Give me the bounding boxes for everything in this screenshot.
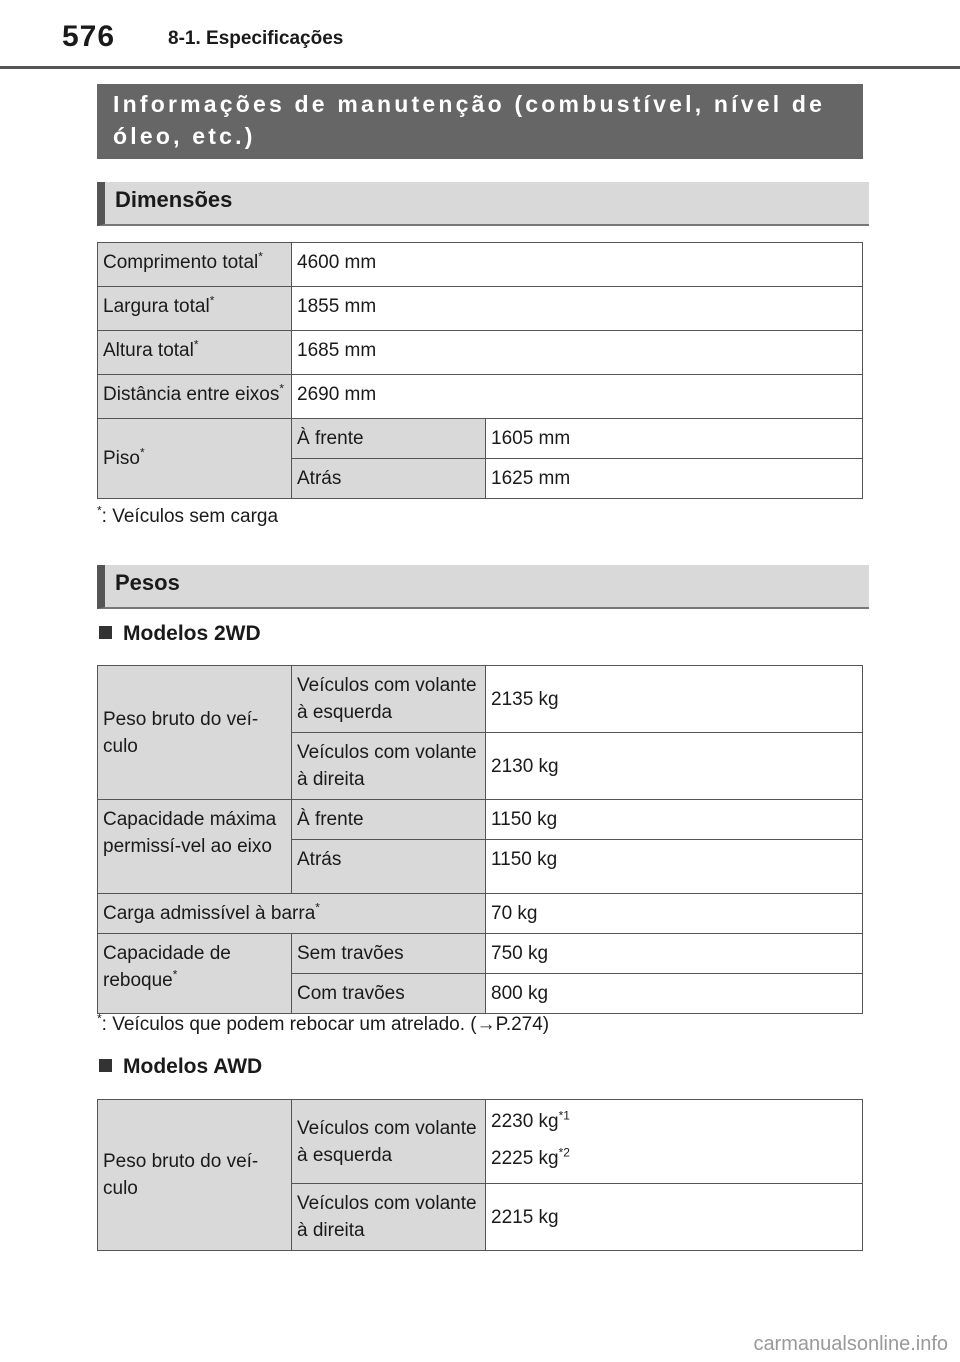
table-cell: 2215 kg bbox=[486, 1184, 863, 1251]
table-cell: 2230 $kg^{*1}$ 2225 $kg^{*2}$ bbox=[486, 1100, 863, 1184]
table-row bbox=[98, 331, 863, 375]
subheading-2wd: Modelos 2WD bbox=[99, 622, 261, 646]
table-row bbox=[98, 287, 863, 331]
table-cell: Largura total* bbox=[98, 287, 292, 331]
page-header bbox=[0, 0, 960, 69]
table-row bbox=[98, 375, 863, 419]
table-cell: 1150 kg bbox=[486, 800, 863, 840]
table-row bbox=[98, 1100, 863, 1184]
table-cell: Capacidade de reboque* bbox=[98, 934, 292, 1014]
table-cell: À frente bbox=[292, 800, 486, 840]
square-bullet-icon bbox=[99, 626, 112, 639]
table-row bbox=[98, 666, 863, 733]
table-cell: Comprimento total* bbox=[98, 243, 292, 287]
table-cell: 1605 mm bbox=[486, 419, 863, 459]
chapter-title: Informações de manutenção (combustível, nível de óleo, etc.) bbox=[97, 84, 863, 159]
watermark: carmanualsonline.info bbox=[753, 1333, 948, 1355]
table-cell: 2135 kg bbox=[486, 666, 863, 733]
table-cell: Veículos com volante à esquerda bbox=[292, 666, 486, 733]
table-cell: Distância entre eixos* bbox=[98, 375, 292, 419]
table-row bbox=[98, 934, 863, 974]
weights-awd-table bbox=[97, 1099, 863, 1251]
table-cell: Veículos com volante à direita bbox=[292, 1184, 486, 1251]
heading-dimensions: Dimensões bbox=[97, 182, 869, 226]
table-row bbox=[98, 243, 863, 287]
table-cell: Piso* bbox=[98, 419, 292, 499]
table-cell: Atrás bbox=[292, 840, 486, 894]
table-cell: 800 kg bbox=[486, 974, 863, 1014]
table-cell: 70 kg bbox=[486, 894, 863, 934]
subheading-awd: Modelos AWD bbox=[99, 1055, 262, 1079]
table-cell: Capacidade máxima permissí-vel ao eixo bbox=[98, 800, 292, 894]
table-cell: À frente bbox=[292, 419, 486, 459]
table-cell: 2690 mm bbox=[292, 375, 863, 419]
table-cell: Peso bruto do veí-culo bbox=[98, 1100, 292, 1251]
table-cell: Altura total* bbox=[98, 331, 292, 375]
table-cell: 1855 mm bbox=[292, 287, 863, 331]
table-cell: Peso bruto do veí-culo bbox=[98, 666, 292, 800]
table-cell: Veículos com volante à esquerda bbox=[292, 1100, 486, 1184]
table-cell: Com travões bbox=[292, 974, 486, 1014]
dimensions-table bbox=[97, 242, 863, 499]
table-cell: 750 kg bbox=[486, 934, 863, 974]
table-cell: 1625 mm bbox=[486, 459, 863, 499]
footnote-weights: *: Veículos que podem rebocar um atrelado. (→P.274) bbox=[97, 1011, 550, 1035]
table-row bbox=[98, 419, 863, 459]
table-row bbox=[98, 894, 863, 934]
table-row bbox=[98, 800, 863, 840]
table-cell: 4600 mm bbox=[292, 243, 863, 287]
page-number: 576 bbox=[62, 20, 116, 53]
table-cell: Carga admissível à barra* bbox=[98, 894, 486, 934]
section-title: 8-1. Especificações bbox=[168, 28, 344, 49]
table-cell: Atrás bbox=[292, 459, 486, 499]
table-cell: 2130 kg bbox=[486, 733, 863, 800]
table-cell: Veículos com volante à direita bbox=[292, 733, 486, 800]
table-cell: 1150 kg bbox=[486, 840, 863, 894]
weights-2wd-table bbox=[97, 665, 863, 1014]
table-cell: Sem travões bbox=[292, 934, 486, 974]
square-bullet-icon bbox=[99, 1059, 112, 1072]
table-cell: 1685 mm bbox=[292, 331, 863, 375]
heading-weights: Pesos bbox=[97, 565, 869, 609]
footnote-dimensions: *: Veículos sem carga bbox=[97, 503, 279, 527]
